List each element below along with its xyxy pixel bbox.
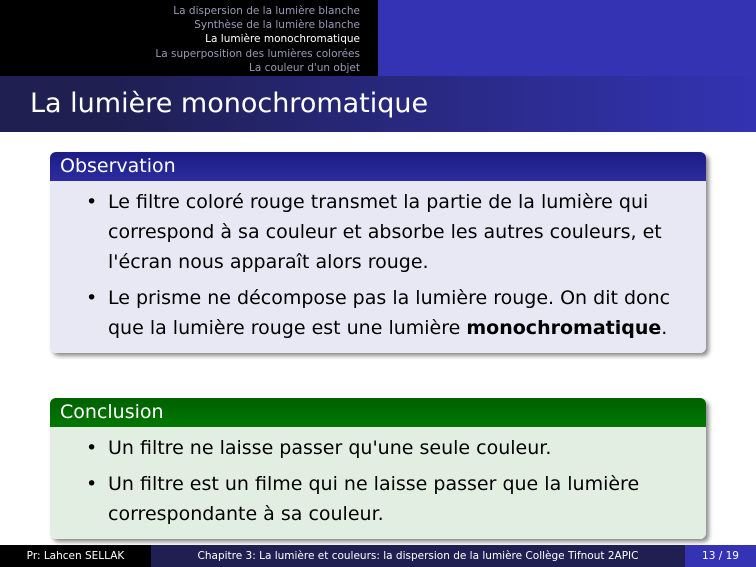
slide-title: La lumière monochromatique: [30, 88, 429, 119]
section-navigation: [0, 0, 756, 76]
footer-title: Chapitre 3: La lumière et couleurs: la dispersion de la lumière Collège Tifnout 2APIC: [151, 545, 685, 567]
conclusion-item-text: Un filtre est un filme qui ne laisse passer que la lumière correspondante à sa couleur.: [108, 473, 640, 525]
observation-block-body: [50, 181, 706, 353]
title-bar: [0, 76, 756, 132]
footer-author: Pr: Lahcen SELLAK: [0, 545, 151, 567]
nav-item-monochromatique[interactable]: La lumière monochromatique: [205, 33, 360, 46]
footer-bar: [0, 545, 756, 567]
bullet-icon: •: [86, 437, 98, 459]
list-item: [82, 469, 696, 529]
nav-item-synthese[interactable]: Synthèse de la lumière blanche: [194, 19, 360, 32]
conclusion-item-text: Un filtre ne laisse passer qu'une seule couleur.: [108, 437, 552, 459]
nav-section-list: [155, 4, 360, 75]
bullet-icon: •: [86, 287, 98, 309]
bullet-icon: •: [86, 473, 98, 495]
observation-item-text: Le filtre coloré rouge transmet la partie de la lumière qui correspond à sa couleur et absorbe les autres couleurs, et l'écran nous apparaît alors rouge.: [108, 191, 662, 273]
list-item: [82, 187, 696, 277]
conclusion-block-title: Conclusion: [50, 398, 706, 427]
nav-right-panel: [378, 0, 756, 76]
page-number: 13 / 19: [685, 545, 756, 567]
observation-item-end: .: [661, 317, 668, 339]
observation-keyword: monochromatique: [466, 317, 662, 339]
observation-block: [50, 152, 706, 353]
nav-item-dispersion[interactable]: La dispersion de la lumière blanche: [173, 5, 360, 17]
nav-item-superposition[interactable]: La superposition des lumières colorées: [155, 47, 360, 60]
bullet-icon: •: [86, 191, 98, 213]
observation-block-title: Observation: [50, 152, 706, 181]
list-item: [82, 433, 696, 463]
observation-item-text: Le prisme ne décompose pas la lumière rouge. On dit donc que la lumière rouge est une lumière: [108, 287, 671, 339]
conclusion-block: [50, 398, 706, 539]
nav-item-couleur-objet[interactable]: La couleur d'un objet: [249, 61, 360, 74]
list-item: [82, 283, 696, 343]
conclusion-block-body: [50, 427, 706, 539]
